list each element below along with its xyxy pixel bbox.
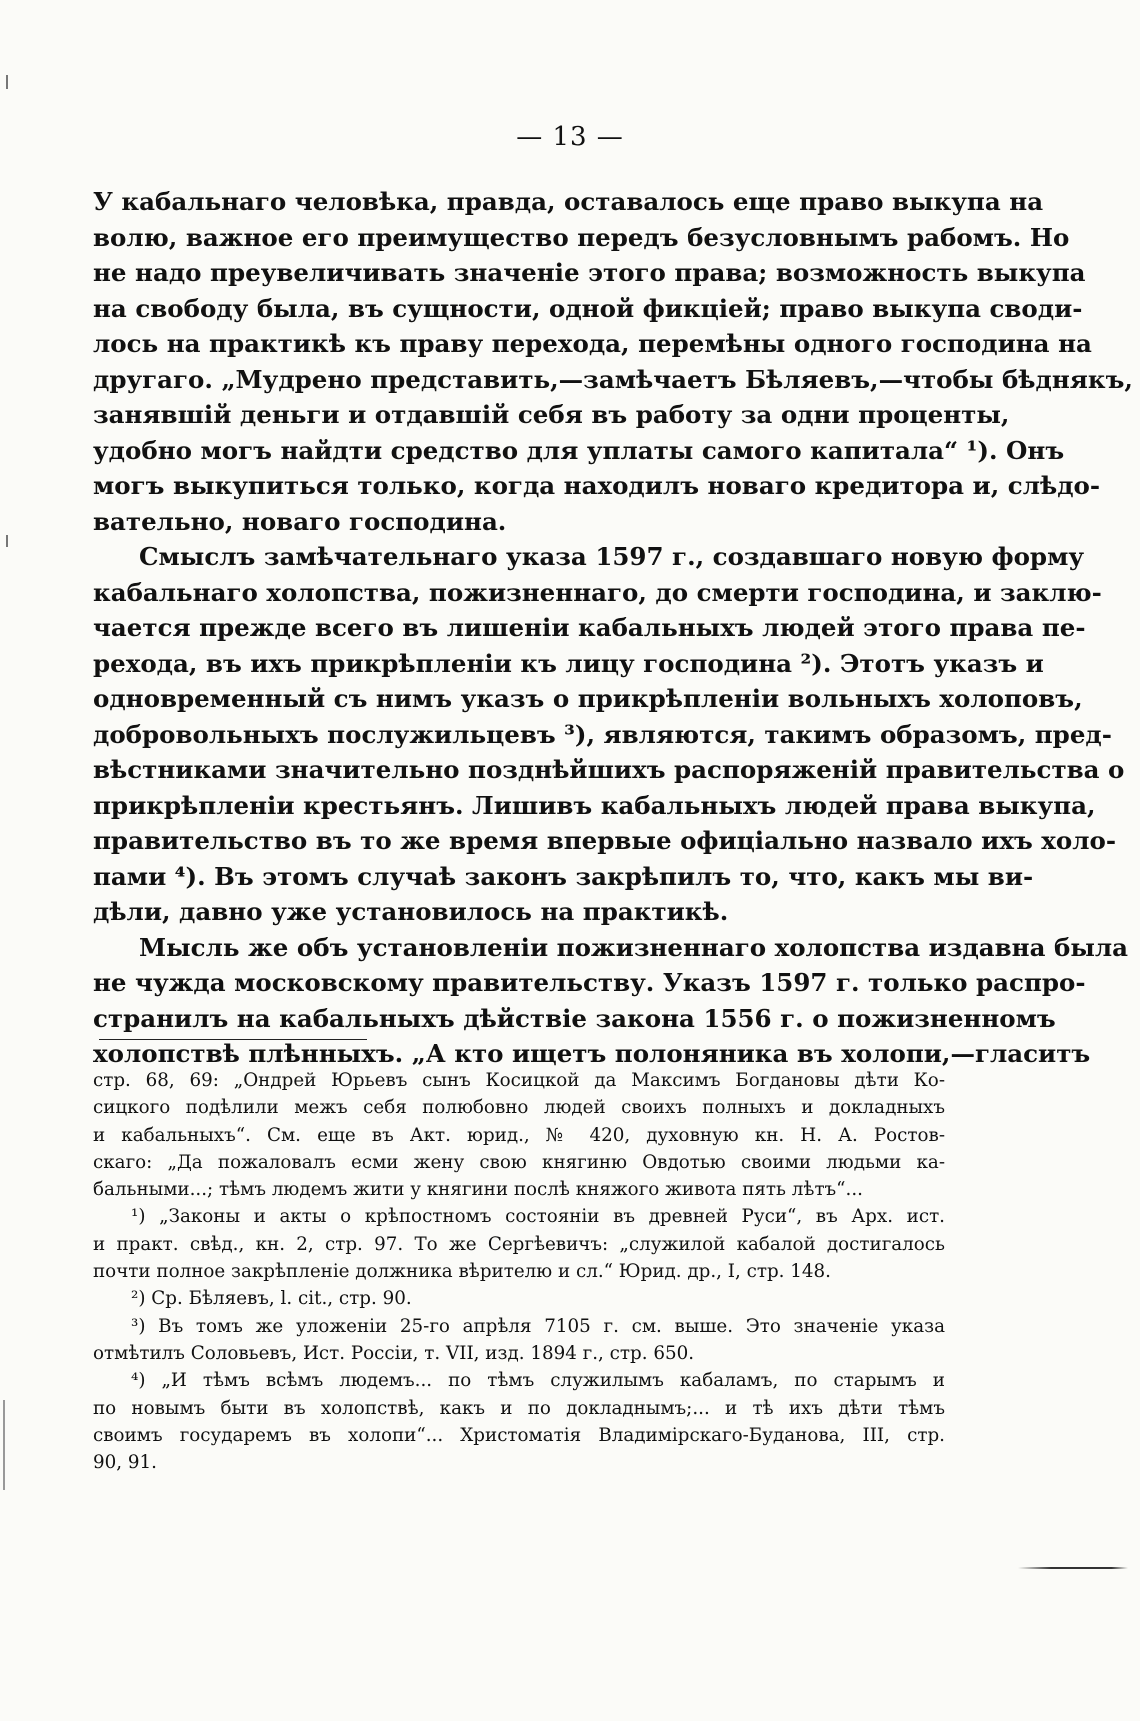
footnote-line: ²) Ср. Бѣляевъ, l. cit., стр. 90. [131,1288,412,1310]
footnote-line: по новымъ быти въ холопствѣ, какъ и по докладнымъ;... и тѣ ихъ дѣти тѣмъ [93,1397,945,1419]
scan-edge-mark [3,1400,5,1490]
footnote-divider [99,1039,367,1040]
footnote-line: 90, 91. [93,1452,157,1474]
body-line: Мысль же объ установленіи пожизненнаго холопства издавна была [139,932,1129,962]
footnote-line: ³) Въ томъ же уложеніи 25-го апрѣля 7105 г. см. выше. Это значеніе указа [131,1315,945,1337]
body-line: не чужда московскому правительству. Указъ 1597 г. только распро- [93,968,1086,997]
body-line: странилъ на кабальныхъ дѣйствіе закона 1556 г. о пожизненномъ [93,1003,1056,1033]
body-line: лось на практикѣ къ праву перехода, перемѣны одного господина на [93,329,1092,358]
body-line: не надо преувеличивать значеніе этого права; возможность выкупа [93,258,1086,287]
footnote-line: отмѣтилъ Соловьевъ, Ист. Россіи, т. VII, изд. 1894 г., стр. 650. [93,1342,695,1364]
scan-margin-mark [1018,1567,1128,1569]
body-line: занявшій деньги и отдавшій себя въ работу за одни проценты, [93,400,1010,429]
footnote-line: сицкого подѣлили межъ себя полюбовно людей своихъ полныхъ и докладныхъ [93,1097,945,1119]
body-line: одновременный съ нимъ указъ о прикрѣпленіи вольныхъ холоповъ, [93,684,1083,713]
page-number: — 13 — [516,122,624,152]
body-line: удобно могъ найдти средство для уплаты самого капитала“ ¹). Онъ [93,435,1065,465]
footnote-line: ⁴) „И тѣмъ всѣмъ людемъ... по тѣмъ служилымъ кабаламъ, по старымъ и [131,1370,945,1392]
body-line: на свободу была, въ сущности, одной фикціей; право выкупа своди- [93,293,1083,323]
footnote-line: стр. 68, 69: „Ондрей Юрьевъ сынъ Косицкой да Максимъ Богдановы дѣти Ко- [93,1070,945,1091]
body-line: У кабальнаго человѣка, правда, оставалось еще право выкупа на [93,187,1044,216]
body-line: другаго. „Мудрено представить,—замѣчаетъ Бѣляевъ,—чтобы бѣднякъ, [93,364,1133,394]
footnote-line: бальными...; тѣмъ людемъ жити у княгини послѣ княжого живота пять лѣтъ“... [93,1179,863,1201]
footnote-line: ¹) „Законы и акты о крѣпостномъ состояніи въ древней Руси“, въ Арх. ист. [131,1206,945,1228]
scan-edge-mark [6,535,8,547]
body-line: Смыслъ замѣчательнаго указа 1597 г., создавшаго новую форму [139,542,1085,571]
body-line: прикрѣпленіи крестьянъ. Лишивъ кабальныхъ людей права выкупа, [93,790,1096,820]
body-line: могъ выкупиться только, когда находилъ новаго кредитора и, слѣдо- [93,471,1101,500]
footnotes [93,1067,945,1476]
footnote-line: и кабальныхъ“. См. еще въ Акт. юрид., № 420, духовную кн. Н. А. Ростов- [93,1124,945,1146]
body-line: чается прежде всего въ лишеніи кабальныхъ людей этого права пе- [93,613,1086,642]
body-line: волю, важное его преимущество передъ безусловнымъ рабомъ. Но [93,222,1070,252]
scan-edge-mark [6,75,8,89]
body-line: дѣли, давно уже установилось на практикѣ. [93,897,729,926]
body-line: добровольныхъ послужильцевъ ³), являются, такимъ образомъ, пред- [93,719,1112,749]
footnote-line: скаго: „Да пожаловалъ есми жену свою княгиню Овдотью своими людьми ка- [93,1151,945,1173]
body-text [93,184,1133,1072]
body-line: холопствѣ плѣнныхъ. „А кто ищетъ полоняника въ холопи,—гласитъ [93,1039,1091,1068]
body-line: кабальнаго холопства, пожизненнаго, до смерти господина, и заклю- [93,577,1102,607]
body-line: пами ⁴). Въ этомъ случаѣ законъ закрѣпилъ то, что, какъ мы ви- [93,861,1034,891]
footnote-line: почти полное закрѣпленіе должника вѣрителю и сл.“ Юрид. др., I, стр. 148. [93,1261,831,1283]
body-line: вѣстниками значительно позднѣйшихъ распоряженій правительства о [93,755,1125,784]
body-line: правительство въ то же время впервые офиціально назвало ихъ холо- [93,826,1116,855]
footnote-line: своимъ государемъ въ холопи“... Христоматія Владимірскаго-Буданова, III, стр. [93,1424,945,1446]
footnote-line: и практ. свѣд., кн. 2, стр. 97. То же Сергѣевичъ: „служилой кабалой достигалось [93,1233,945,1255]
body-line: вательно, новаго господина. [93,506,507,536]
body-line: рехода, въ ихъ прикрѣпленіи къ лицу господина ²). Этотъ указъ и [93,648,1044,678]
